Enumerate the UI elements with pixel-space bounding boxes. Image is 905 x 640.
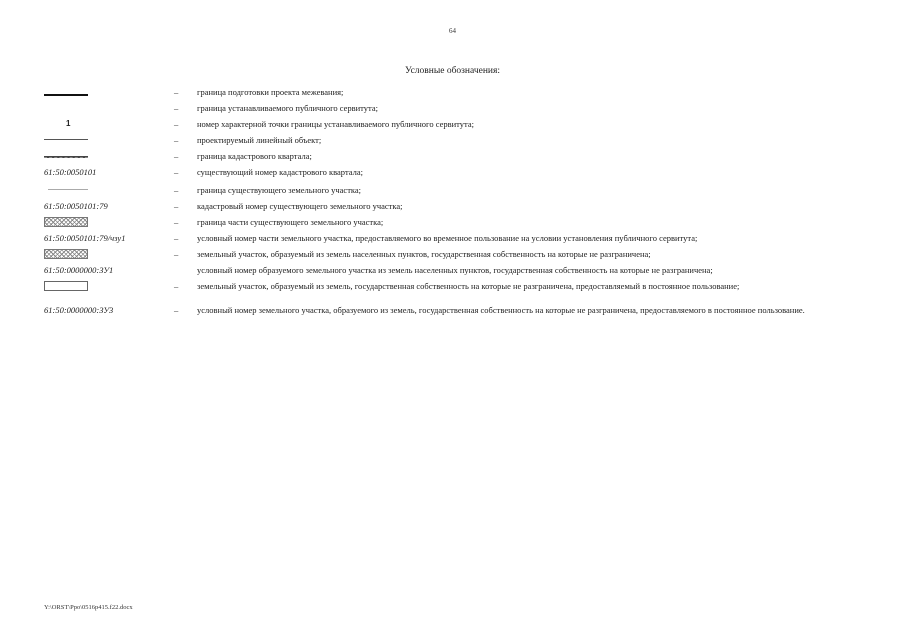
point-number-label: 1 (66, 119, 71, 128)
legend-row (0, 217, 905, 233)
thick-line-symbol (44, 87, 154, 103)
code-symbol (44, 167, 154, 185)
legend-dash: – (174, 119, 179, 129)
legend-description: номер характерной точки границы устанавливаемого публичного сервитута; (197, 119, 474, 129)
legend-description: граница части существующего земельного участка; (197, 217, 384, 227)
code-symbol (44, 265, 154, 281)
legend-description: условный номер части земельного участка, предоставляемого во временное пользование на условии установления публичного сервитута; (197, 233, 698, 243)
legend-dash: – (174, 217, 179, 227)
code-symbol (44, 233, 154, 249)
legend-dash: – (174, 281, 179, 291)
page-number: 64 (449, 27, 456, 35)
legend-description: граница устанавливаемого публичного сервитута; (197, 103, 378, 113)
legend-dash: – (174, 201, 179, 211)
kvartal-line-symbol (44, 151, 154, 167)
legend-dash: – (174, 103, 179, 113)
legend-dash: – (174, 87, 179, 97)
legend-row (0, 119, 905, 135)
hatched-box-symbol (44, 217, 154, 233)
legend-dash: – (174, 167, 179, 177)
legend-description: земельный участок, образуемый из земель населенных пунктов, государственная собственность на которые не разграничена; (197, 249, 651, 259)
cadastral-code: 61:50:0050101:79 (44, 201, 108, 211)
code-symbol (44, 305, 154, 329)
legend-description: граница существующего земельного участка; (197, 185, 362, 195)
legend-row (0, 249, 905, 265)
empty-symbol (44, 103, 154, 119)
legend-row (0, 151, 905, 167)
legend-dash: – (174, 233, 179, 243)
legend-description: граница кадастрового квартала; (197, 151, 312, 161)
legend-list (0, 87, 905, 329)
legend-dash: – (174, 249, 179, 259)
legend-dash: – (174, 151, 179, 161)
legend-row (0, 185, 905, 201)
thin-line-symbol (44, 185, 154, 201)
zu1-code: 61:50:0000000:ЗУ1 (44, 265, 114, 275)
kvartal-code: 61:50:0050101 (44, 167, 97, 177)
legend-row (0, 87, 905, 103)
point-number-symbol (44, 119, 154, 135)
gray-line-symbol (44, 135, 154, 151)
zu3-code: 61:50:0000000:ЗУ3 (44, 305, 114, 315)
legend-description: существующий номер кадастрового квартала; (197, 167, 363, 177)
legend-description: граница подготовки проекта межевания; (197, 87, 344, 97)
legend-row (0, 305, 905, 329)
hatched-box-symbol (44, 249, 154, 265)
part-code: 61:50:0050101:79/чзу1 (44, 233, 126, 243)
legend-row (0, 233, 905, 249)
legend-row (0, 103, 905, 119)
legend-title: Условные обозначения: (404, 66, 500, 76)
legend-description: кадастровый номер существующего земельного участка; (197, 201, 403, 211)
legend-row (0, 265, 905, 281)
file-path-footer: Y:\ORST\Ppo\0516p415.f22.docx (44, 604, 133, 611)
legend-row (0, 135, 905, 151)
code-symbol (44, 201, 154, 217)
legend-description: проектируемый линейный объект; (197, 135, 322, 145)
legend-row (0, 281, 905, 305)
legend-dash: – (174, 305, 179, 315)
legend-description: условный номер образуемого земельного участка из земель населенных пунктов, государственная собственность на которые не разграничена; (197, 265, 713, 275)
legend-row (0, 167, 905, 185)
legend-description: условный номер земельного участка, образуемого из земель, государственная собственность на которые не разграничена, предоставляемого в постоянное пользование. (197, 305, 805, 315)
legend-dash: – (174, 135, 179, 145)
legend-row (0, 201, 905, 217)
empty-box-symbol (44, 281, 154, 305)
legend-dash: – (174, 185, 179, 195)
legend-description: земельный участок, образуемый из земель, государственная собственность на которые не разграничена, предоставляемый в постоянное пользование; (197, 281, 740, 291)
